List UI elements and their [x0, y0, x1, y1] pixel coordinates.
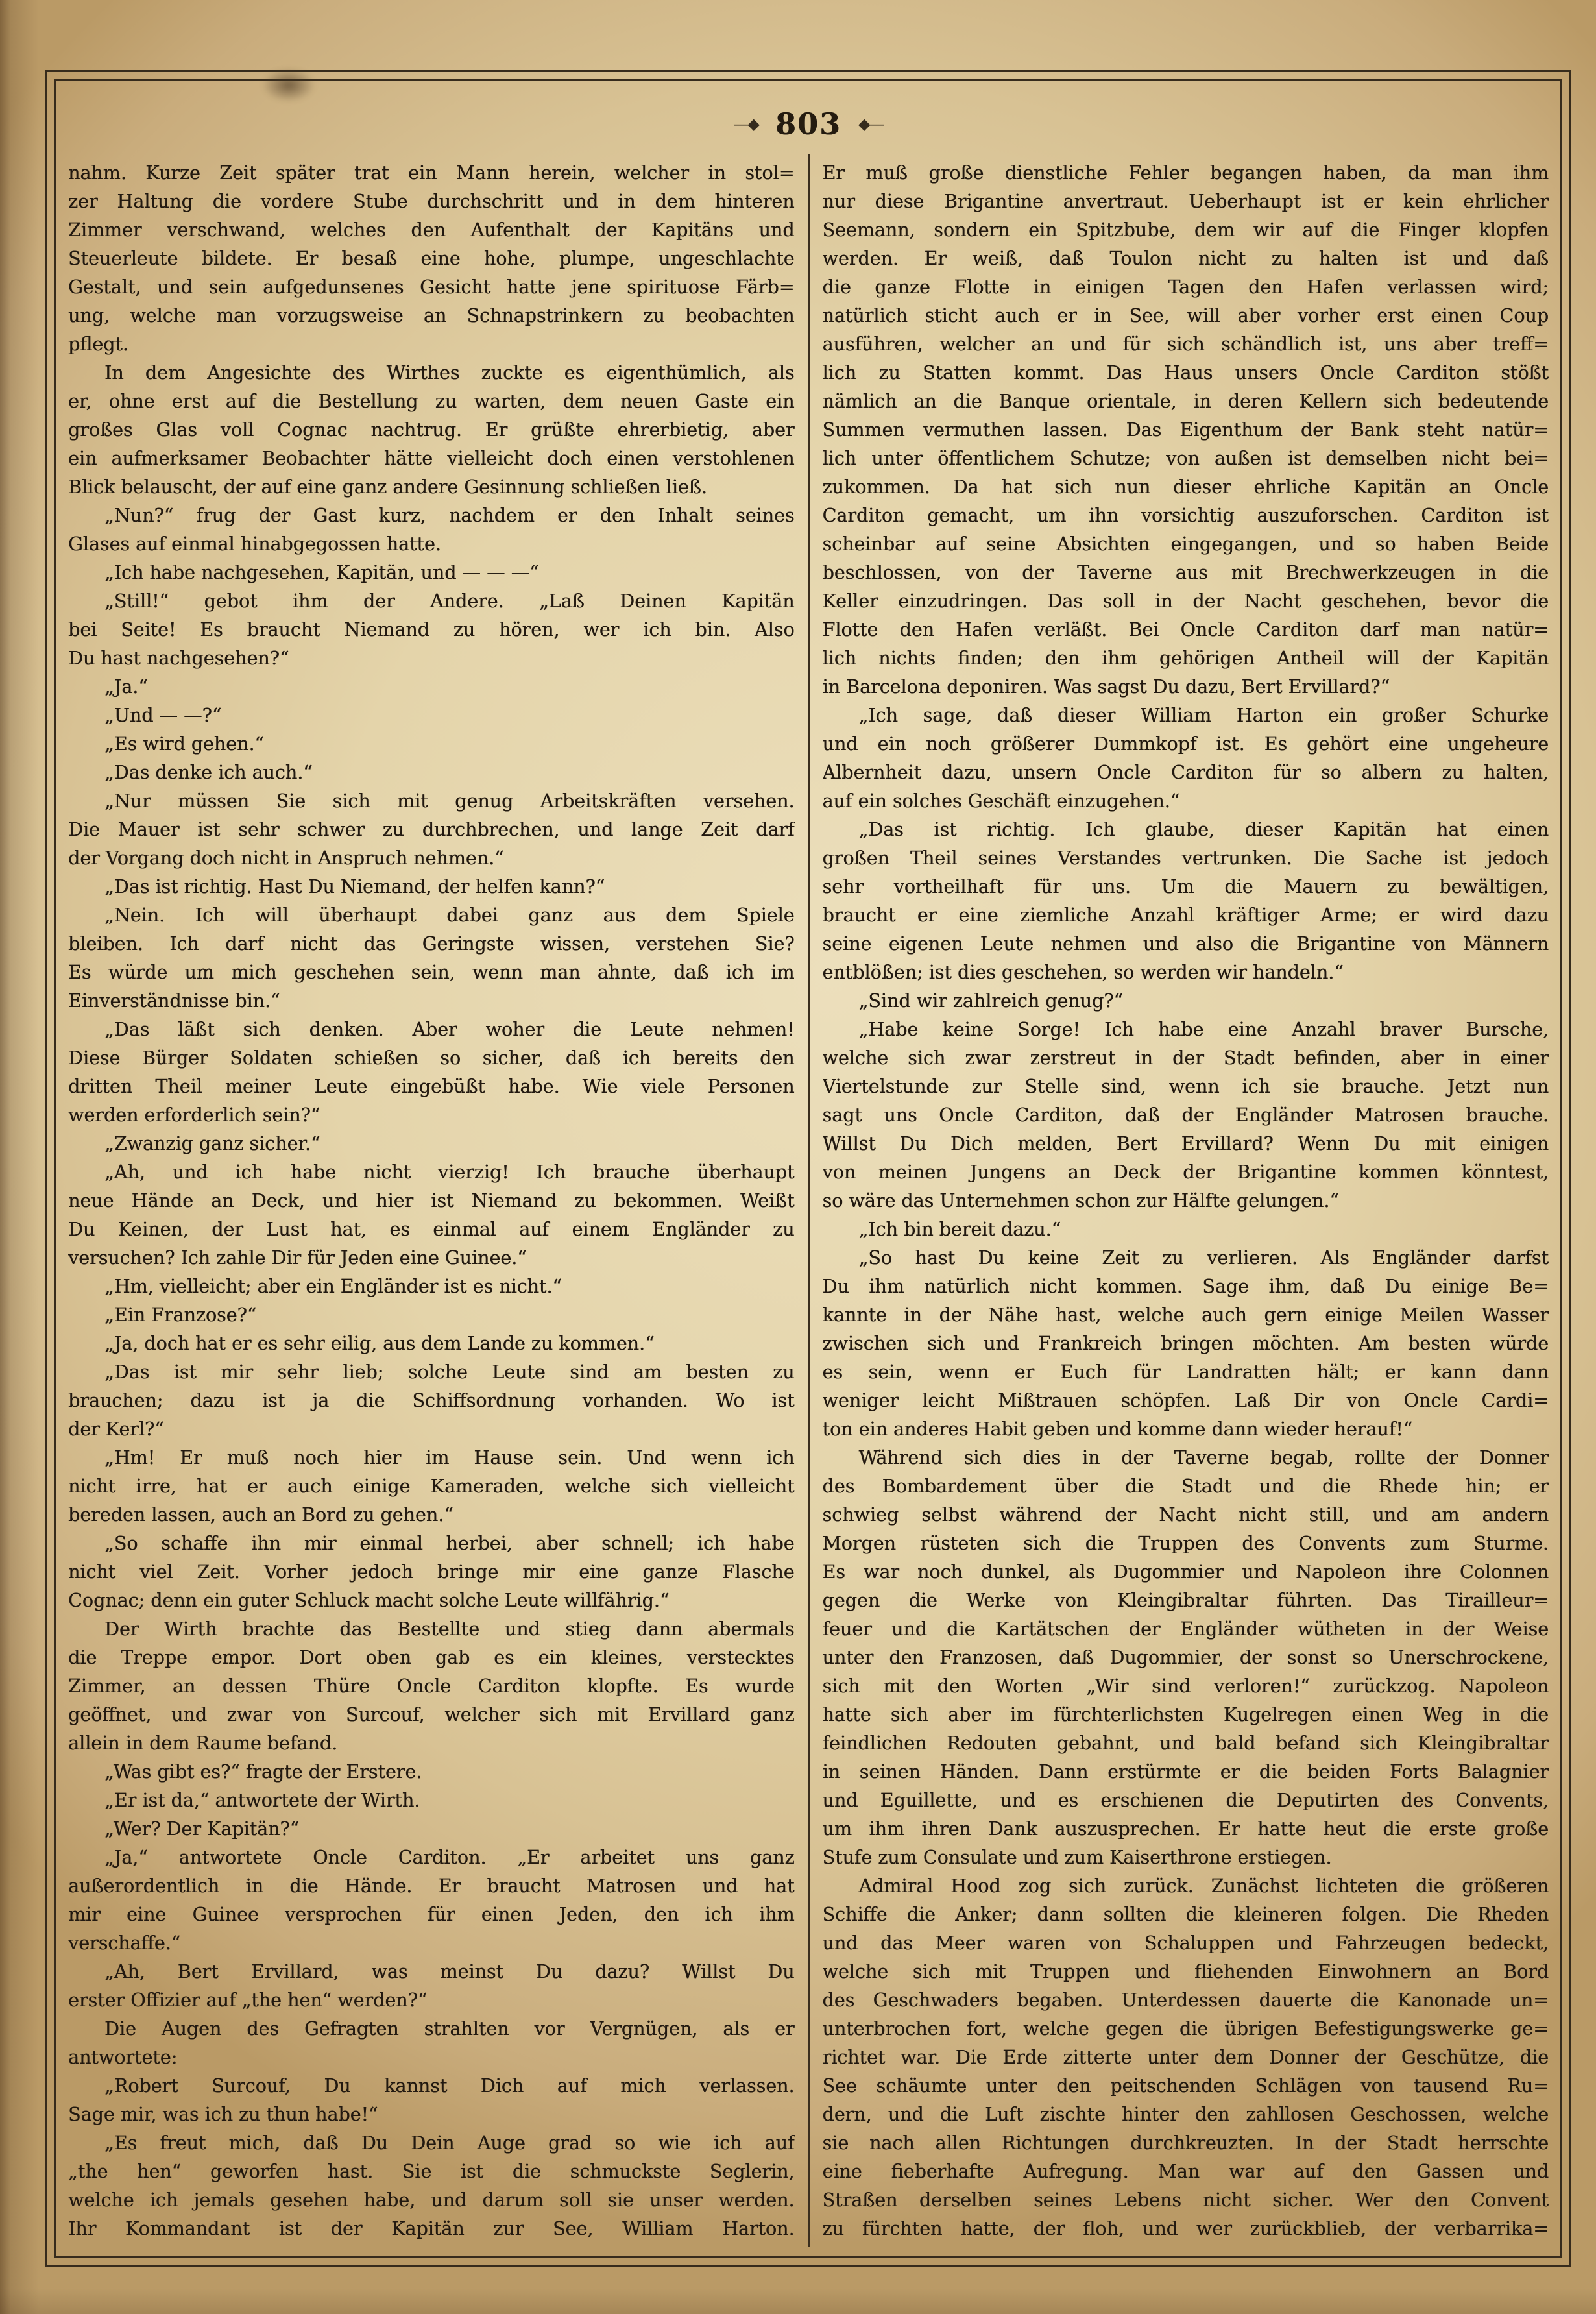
- text-line: kannte in der Nähe hast, welche auch gern einige Meilen Wasser: [822, 1304, 1549, 1326]
- paragraph: [823, 816, 1549, 987]
- text-line: antwortete:: [68, 2047, 178, 2068]
- paragraph: [68, 559, 795, 587]
- text-line: „Nein. Ich will überhaupt dabei ganz aus dem Spiele: [104, 905, 795, 926]
- paragraph: [823, 701, 1549, 816]
- text-columns: [56, 158, 1560, 2247]
- text-line: „Hm, vielleicht; aber ein Engländer ist es nicht.“: [104, 1276, 562, 1297]
- paragraph: [68, 901, 795, 1016]
- text-line: neue Hände an Deck, und hier ist Niemand zu bekommen. Weißt: [68, 1190, 795, 1212]
- text-line: lich nichts finden; den ihm gehörigen Antheil will der Kapitän: [822, 648, 1549, 669]
- column-divider: [808, 154, 810, 2247]
- text-line: Du Keinen, der Lust hat, es einmal auf einem Engländer zu: [68, 1219, 795, 1240]
- text-line: „Hm! Er muß noch hier im Hause sein. Und wenn ich: [104, 1447, 795, 1468]
- text-line: „Ja, doch hat er es sehr eilig, aus dem Lande zu kommen.“: [104, 1333, 655, 1354]
- text-line: in Barcelona deponiren. Was sagst Du dazu, Bert Ervillard?“: [822, 676, 1390, 698]
- text-line: zukommen. Da hat sich nun dieser ehrliche Kapitän an Oncle: [822, 476, 1549, 498]
- text-line: Flotte den Hafen verläßt. Bei Oncle Carditon darf man natür=: [822, 619, 1549, 640]
- paragraph: [68, 1358, 795, 1444]
- text-line: „Das läßt sich denken. Aber woher die Leute nehmen!: [104, 1019, 795, 1040]
- text-line: Ihr Kommandant ist der Kapitän zur See, William Harton.: [68, 2218, 795, 2239]
- text-line: „Ich bin bereit dazu.“: [858, 1219, 1061, 1240]
- text-line: Steuerleute bildete. Er besaß eine hohe, plumpe, ungeschlachte: [68, 248, 795, 269]
- paragraph: [68, 359, 795, 502]
- text-line: ein aufmerksamer Beobachter hätte vielleicht doch einen verstohlenen: [68, 448, 795, 469]
- text-line: richtet war. Die Erde zitterte unter dem Donner der Geschütze, die: [822, 2047, 1549, 2068]
- text-line: „Zwanzig ganz sicher.“: [104, 1133, 320, 1154]
- text-line: nicht viel Zeit. Vorher jedoch bringe mir eine ganze Flasche: [68, 1561, 795, 1583]
- text-line: feindlichen Redouten gebahnt, und bald befand sich Kleingibraltar: [822, 1733, 1549, 1754]
- text-line: unterbrochen fort, welche gegen die übrigen Befestigungswerke ge=: [822, 2018, 1549, 2040]
- text-line: Seemann, sondern ein Spitzbube, dem wir auf die Finger klopfen: [822, 219, 1549, 241]
- text-line: Albernheit dazu, unsern Oncle Carditon für so albern zu halten,: [822, 762, 1549, 783]
- text-line: „Das denke ich auch.“: [104, 762, 313, 783]
- paragraph: [68, 730, 795, 759]
- text-line: verschaffe.“: [68, 1932, 181, 1954]
- text-line: „Ah, und ich habe nicht vierzig! Ich brauche überhaupt: [104, 1162, 795, 1183]
- paragraph: [68, 759, 795, 787]
- text-line: braucht er eine ziemliche Anzahl kräftiger Arme; er wird dazu: [822, 905, 1549, 926]
- text-line: Einverständnisse bin.“: [68, 990, 280, 1012]
- text-line: „Ich sage, daß dieser William Harton ein großer Schurke: [858, 705, 1549, 726]
- text-line: Sage mir, was ich zu thun habe!“: [68, 2104, 378, 2125]
- paragraph: [823, 1244, 1549, 1444]
- paragraph: [823, 1215, 1549, 1244]
- paragraph: [823, 1016, 1549, 1215]
- text-line: sie nach allen Richtungen durchkreuzten. In der Stadt herrschte: [822, 2132, 1549, 2154]
- paragraph: [68, 2015, 795, 2072]
- text-line: Straßen derselben seines Lebens nicht sicher. Wer den Convent: [822, 2189, 1549, 2211]
- paragraph: [68, 1758, 795, 1786]
- text-line: Stufe zum Consulate und zum Kaiserthrone erstiegen.: [822, 1847, 1332, 1868]
- paragraph: [68, 1786, 795, 1815]
- text-line: allein in dem Raume befand.: [68, 1733, 338, 1754]
- text-line: so wäre das Unternehmen schon zur Hälfte gelungen.“: [822, 1190, 1339, 1212]
- text-line: Viertelstunde zur Stelle sind, wenn ich sie brauche. Jetzt nun: [822, 1076, 1549, 1097]
- paragraph: [823, 159, 1549, 701]
- paragraph: [68, 159, 795, 359]
- text-line: Willst Du Dich melden, Bert Ervillard? Wenn Du mit einigen: [822, 1133, 1549, 1154]
- paragraph: [68, 1158, 795, 1273]
- ornament-right-icon: ◆—: [858, 115, 884, 133]
- text-line: ung, welche man vorzugsweise an Schnapstrinkern zu beobachten: [68, 305, 795, 326]
- page-frame-inner: [54, 79, 1562, 2258]
- text-line: nämlich an die Banque orientale, in deren Kellern sich bedeutende: [822, 391, 1549, 412]
- text-line: welche sich zwar zerstreut in der Stadt befinden, aber in einer: [822, 1047, 1549, 1069]
- text-line: natürlich sticht auch er in See, will aber vorher erst einen Coup: [822, 305, 1549, 326]
- text-line: „Ja.“: [104, 676, 148, 698]
- text-line: „Sind wir zahlreich genug?“: [858, 990, 1124, 1012]
- text-line: „So schaffe ihn mir einmal herbei, aber schnell; ich habe: [104, 1533, 795, 1554]
- text-line: lich zu Statten kommt. Das Haus unsers Oncle Carditon stößt: [822, 362, 1549, 384]
- paragraph: [68, 1130, 795, 1158]
- text-line: „Nun?“ frug der Gast kurz, nachdem er den Inhalt seines: [104, 505, 795, 526]
- text-line: „Was gibt es?“ fragte der Erstere.: [104, 1761, 422, 1783]
- text-line: beschlossen, von der Taverne aus mit Brechwerkzeugen in die: [822, 562, 1549, 583]
- text-line: von meinen Jungens an Deck der Brigantine kommen könntest,: [822, 1162, 1549, 1183]
- text-line: Glases auf einmal hinabgegossen hatte.: [68, 533, 441, 555]
- text-line: Summen vermuthen lassen. Das Eigenthum der Bank steht natür=: [822, 419, 1549, 441]
- text-line: „Und — —?“: [104, 705, 222, 726]
- text-line: es sein, wenn er Euch für Landratten hält; er kann dann: [822, 1361, 1549, 1383]
- text-line: geöffnet, und zwar von Surcouf, welcher sich mit Ervillard ganz: [68, 1704, 795, 1725]
- text-line: schwieg selbst während der Nacht nicht still, und am andern: [822, 1504, 1549, 1526]
- text-line: Gestalt, und sein aufgedunsenes Gesicht hatte jene spirituose Färb=: [68, 276, 795, 298]
- text-line: bereden lassen, auch an Bord zu gehen.“: [68, 1504, 453, 1526]
- text-line: Du ihm natürlich nicht kommen. Sage ihm, daß Du einige Be=: [822, 1276, 1549, 1297]
- text-line: Cognac; denn ein guter Schluck macht solche Leute willfährig.“: [68, 1590, 670, 1611]
- text-line: brauchen; dazu ist ja die Schiffsordnung vorhanden. Wo ist: [68, 1390, 795, 1411]
- paragraph: [68, 1844, 795, 1958]
- text-line: versuchen? Ich zahle Dir für Jeden eine Guinee.“: [68, 1247, 527, 1269]
- text-line: nahm. Kurze Zeit später trat ein Mann herein, welcher in stol=: [68, 162, 795, 184]
- paragraph: [68, 1016, 795, 1130]
- text-line: seine eigenen Leute nehmen und also die Brigantine von Männern: [822, 933, 1549, 955]
- text-line: welche sich mit Truppen und fliehenden Einwohnern an Bord: [822, 1961, 1549, 1982]
- text-line: erster Offizier auf „the hen“ werden?“: [68, 1990, 428, 2011]
- text-line: Der Wirth brachte das Bestellte und stieg dann abermals: [104, 1618, 795, 1640]
- text-line: „Es freut mich, daß Du Dein Auge grad so wie ich auf: [104, 2132, 795, 2154]
- text-line: die Treppe empor. Dort oben gab es ein kleines, verstecktes: [68, 1647, 795, 1668]
- text-line: werden erforderlich sein?“: [68, 1104, 320, 1126]
- paragraph: [68, 787, 795, 873]
- paragraph: [68, 1815, 795, 1844]
- page-number: 803: [775, 106, 842, 141]
- text-line: „the hen“ geworfen hast. Sie ist die schmuckste Seglerin,: [68, 2161, 795, 2182]
- text-line: Carditon gemacht, um ihn vorsichtig auszuforschen. Carditon ist: [822, 505, 1549, 526]
- paragraph: [68, 1958, 795, 2015]
- text-line: um ihm ihren Dank auszusprechen. Er hatte heut die erste große: [822, 1818, 1549, 1840]
- page-frame-outer: [45, 70, 1571, 2267]
- text-line: „Ein Franzose?“: [104, 1304, 257, 1326]
- text-line: Du hast nachgesehen?“: [68, 648, 289, 669]
- text-line: und ein noch größerer Dummkopf ist. Es gehört eine ungeheure: [822, 733, 1549, 755]
- text-line: bei Seite! Es braucht Niemand zu hören, wer ich bin. Also: [68, 619, 795, 640]
- text-line: Die Augen des Gefragten strahlten vor Vergnügen, als er: [104, 2018, 795, 2040]
- text-line: „Ja,“ antwortete Oncle Carditon. „Er arbeitet uns ganz: [104, 1847, 795, 1868]
- paragraph: [823, 1872, 1549, 2243]
- text-line: welche ich jemals gesehen habe, und darum soll sie unser werden.: [68, 2189, 795, 2211]
- text-line: „So hast Du keine Zeit zu verlieren. Als Engländer darfst: [858, 1247, 1549, 1269]
- text-line: Morgen rüsteten sich die Truppen des Convents zum Sturme.: [822, 1533, 1549, 1554]
- text-line: „Er ist da,“ antwortete der Wirth.: [104, 1790, 420, 1811]
- text-line: sich mit den Worten „Wir sind verloren!“ zurückzog. Napoleon: [822, 1675, 1549, 1697]
- text-line: Zimmer verschwand, welches den Aufenthalt der Kapitäns und: [68, 219, 795, 241]
- text-line: zer Haltung die vordere Stube durchschritt und in dem hinteren: [68, 191, 795, 212]
- paragraph: [68, 673, 795, 701]
- text-line: pflegt.: [68, 334, 128, 355]
- text-line: „Still!“ gebot ihm der Andere. „Laß Deinen Kapitän: [104, 591, 795, 612]
- paragraph: [68, 2129, 795, 2243]
- paragraph: [68, 1444, 795, 1529]
- text-column-left: [68, 158, 795, 2247]
- text-line: der Vorgang doch nicht in Anspruch nehmen.“: [68, 847, 504, 869]
- text-line: Schiffe die Anker; dann sollten die kleineren folgen. Die Rheden: [822, 1904, 1549, 1925]
- text-line: „Das ist mir sehr lieb; solche Leute sind am besten zu: [104, 1361, 795, 1383]
- ornament-left-icon: —◆: [733, 115, 758, 133]
- text-line: weniger leicht Mißtrauen schöpfen. Laß Dir von Oncle Cardi=: [822, 1390, 1549, 1411]
- text-line: entblößen; ist dies geschehen, so werden wir handeln.“: [822, 962, 1344, 983]
- text-line: Zimmer, an dessen Thüre Oncle Carditon klopfte. Es wurde: [68, 1675, 795, 1697]
- text-column-right: [823, 158, 1549, 2247]
- text-line: Diese Bürger Soldaten schießen so sicher, daß ich bereits den: [68, 1047, 795, 1069]
- text-line: unter den Franzosen, daß Dugommier, der sonst so Unerschrockene,: [822, 1647, 1549, 1668]
- text-line: „Das ist richtig. Ich glaube, dieser Kapitän hat einen: [858, 819, 1549, 840]
- paragraph: [68, 873, 795, 901]
- text-line: „Ich habe nachgesehen, Kapitän, und — — —“: [104, 562, 539, 583]
- text-line: „Das ist richtig. Hast Du Niemand, der helfen kann?“: [104, 876, 605, 897]
- text-line: dritten Theil meiner Leute eingebüßt habe. Wie viele Personen: [68, 1076, 795, 1097]
- text-line: außerordentlich in die Hände. Er braucht Matrosen und hat: [68, 1875, 795, 1897]
- text-line: „Ah, Bert Ervillard, was meinst Du dazu? Willst Du: [104, 1961, 795, 1982]
- text-line: hatte sich aber im fürchterlichsten Kugelregen einen Weg in die: [822, 1704, 1549, 1725]
- paragraph: [68, 502, 795, 559]
- text-line: Es war noch dunkel, als Dugommier und Napoleon ihre Colonnen: [822, 1561, 1549, 1583]
- text-line: See schäumte unter den peitschenden Schlägen von tausend Ru=: [822, 2075, 1549, 2097]
- paragraph: [68, 1301, 795, 1330]
- text-line: werden. Er weiß, daß Toulon nicht zu halten ist und daß: [822, 248, 1549, 269]
- text-line: „Wer? Der Kapitän?“: [104, 1818, 300, 1840]
- text-line: großen Theil seines Verstandes vertrunken. Die Sache ist jedoch: [822, 847, 1549, 869]
- text-line: des Bombardement über die Stadt und die Rhede hin; er: [822, 1476, 1549, 1497]
- text-line: scheinbar auf seine Absichten eingegangen, und so haben Beide: [822, 533, 1549, 555]
- text-line: des Geschwaders begaben. Unterdessen dauerte die Kanonade un=: [822, 1990, 1549, 2011]
- paragraph: [68, 1529, 795, 1615]
- text-line: gegen die Werke von Kleingibraltar führten. Das Tirailleur=: [822, 1590, 1549, 1611]
- text-line: Er muß große dienstliche Fehler begangen haben, da man ihm: [822, 162, 1549, 184]
- text-line: „Habe keine Sorge! Ich habe eine Anzahl braver Bursche,: [858, 1019, 1549, 1040]
- text-line: und das Meer waren von Schaluppen und Fahrzeugen bedeckt,: [822, 1932, 1549, 1954]
- text-line: lich unter öffentlichem Schutze; von außen ist demselben nicht bei=: [822, 448, 1549, 469]
- paragraph: [823, 987, 1549, 1016]
- text-line: der Kerl?“: [68, 1419, 164, 1440]
- text-line: Während sich dies in der Taverne begab, rollte der Donner: [858, 1447, 1549, 1468]
- paragraph: [68, 587, 795, 673]
- text-line: „Es wird gehen.“: [104, 733, 265, 755]
- paragraph: [68, 1330, 795, 1358]
- text-line: ausführen, welcher an und für sich schändlich ist, uns aber treff=: [822, 334, 1549, 355]
- page-header: [56, 81, 1560, 158]
- paragraph: [68, 1273, 795, 1301]
- text-line: zwischen sich und Frankreich bringen möchten. Am besten würde: [822, 1333, 1549, 1354]
- text-line: und Eguillette, und es erschienen die Deputirten des Convents,: [822, 1790, 1549, 1811]
- paragraph: [68, 1615, 795, 1758]
- text-line: sagt uns Oncle Carditon, daß der Engländer Matrosen brauche.: [822, 1104, 1549, 1126]
- text-line: Admiral Hood zog sich zurück. Zunächst lichteten die größeren: [858, 1875, 1549, 1897]
- text-line: In dem Angesichte des Wirthes zuckte es eigenthümlich, als: [104, 362, 795, 384]
- paragraph: [823, 1444, 1549, 1872]
- paragraph: [68, 2072, 795, 2129]
- text-line: mir eine Guinee versprochen für einen Jeden, den ich ihm: [68, 1904, 795, 1925]
- text-line: er, ohne erst auf die Bestellung zu warten, dem neuen Gaste ein: [68, 391, 795, 412]
- text-line: Blick belauscht, der auf eine ganz andere Gesinnung schließen ließ.: [68, 476, 707, 498]
- text-line: nicht irre, hat er auch einige Kameraden, welche sich vielleicht: [68, 1476, 795, 1497]
- text-line: eine fieberhafte Aufregung. Man war auf den Gassen und: [822, 2161, 1549, 2182]
- text-line: großes Glas voll Cognac nachtrug. Er grüßte ehrerbietig, aber: [68, 419, 795, 441]
- text-line: die ganze Flotte in einigen Tagen den Hafen verlassen wird;: [822, 276, 1549, 298]
- paragraph: [68, 701, 795, 730]
- text-line: ton ein anderes Habit geben und komme dann wieder herauf!“: [822, 1419, 1413, 1440]
- text-line: Keller einzudringen. Das soll in der Nacht geschehen, bevor die: [822, 591, 1549, 612]
- text-line: dern, und die Luft zischte hinter den zahllosen Geschossen, welche: [822, 2104, 1549, 2125]
- text-line: auf ein solches Geschäft einzugehen.“: [822, 790, 1180, 812]
- text-line: in seinen Händen. Dann erstürmte er die beiden Forts Balagnier: [822, 1761, 1549, 1783]
- text-line: bleiben. Ich darf nicht das Geringste wissen, verstehen Sie?: [68, 933, 795, 955]
- text-line: „Nur müssen Sie sich mit genug Arbeitskräften versehen.: [104, 790, 795, 812]
- text-line: sehr vortheilhaft für uns. Um die Mauern zu bewältigen,: [822, 876, 1549, 897]
- text-line: feuer und die Kartätschen der Engländer wütheten in der Weise: [822, 1618, 1549, 1640]
- text-line: Die Mauer ist sehr schwer zu durchbrechen, und lange Zeit darf: [68, 819, 795, 840]
- text-line: Es würde um mich geschehen sein, wenn man ahnte, daß ich im: [68, 962, 795, 983]
- text-line: „Robert Surcouf, Du kannst Dich auf mich verlassen.: [104, 2075, 795, 2097]
- text-line: nur diese Brigantine anvertraut. Ueberhaupt ist er kein ehrlicher: [822, 191, 1549, 212]
- text-line: zu fürchten hatte, der floh, und wer zurückblieb, der verbarrika=: [822, 2218, 1549, 2239]
